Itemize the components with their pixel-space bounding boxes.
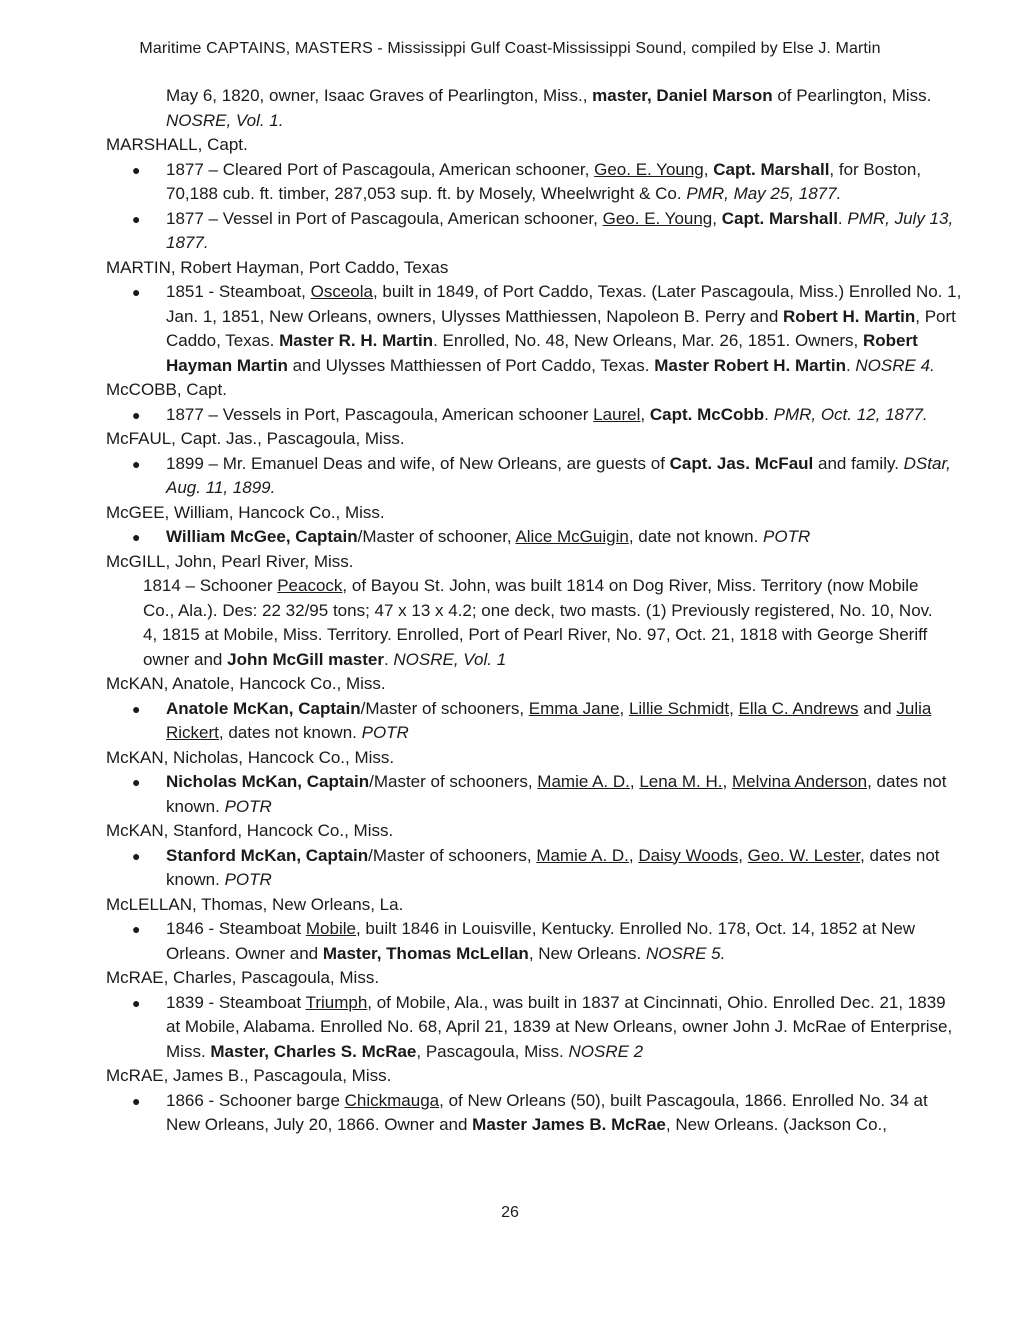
bullet-icon: ● — [132, 1092, 141, 1109]
bullet-item — [0, 1089, 1020, 1138]
text-segment: . Enrolled, No. 48, New Orleans, Mar. 26, 1851. Owners, — [433, 331, 864, 350]
source-citation: POTR — [224, 796, 272, 816]
text-segment: /Master of schooners, — [360, 698, 529, 718]
bullet-item — [0, 452, 1020, 501]
text-segment: , — [703, 159, 714, 179]
entry-heading — [0, 256, 1020, 281]
entry-heading — [0, 501, 1020, 526]
emphasized-text: William McGee, Captain — [166, 527, 358, 546]
bullet-icon: ● — [132, 529, 141, 545]
entry-continuation — [0, 84, 1020, 133]
text-segment: McKAN, Nicholas, Hancock Co., Miss. — [106, 747, 395, 767]
vessel-name: Osceola — [310, 282, 373, 301]
text-segment: McLELLAN, Thomas, New Orleans, La. — [106, 894, 404, 914]
entry-heading — [0, 1064, 1020, 1089]
text-segment: McRAE, Charles, Pascagoula, Miss. — [106, 968, 380, 987]
text-segment: , dates not known. — [218, 723, 362, 742]
entry-heading — [0, 966, 1020, 991]
text-segment: McRAE, James B., Pascagoula, Miss. — [106, 1066, 392, 1085]
emphasized-text: Capt. McCobb — [649, 404, 765, 424]
entry-heading — [0, 550, 1020, 575]
entry-heading — [0, 819, 1020, 844]
emphasized-text: Robert H. Martin — [783, 306, 916, 326]
text-segment: , — [628, 845, 639, 865]
source-citation: PMR, July 13, 1877. — [166, 208, 954, 252]
emphasized-text: Master James B. McRae — [472, 1115, 666, 1134]
emphasized-text: Capt. Marshall — [721, 208, 838, 228]
text-segment: . — [845, 355, 856, 375]
text-segment: 1814 – Schooner — [143, 576, 278, 595]
source-citation: NOSRE 2 — [568, 1041, 644, 1061]
vessel-name: Alice McGuigin — [515, 527, 629, 546]
text-segment: 1866 - Schooner barge — [166, 1090, 345, 1110]
text-segment: McKAN, Stanford, Hancock Co., Miss. — [106, 821, 394, 840]
text-segment: , — [619, 698, 629, 718]
emphasized-text: Nicholas McKan, Captain — [166, 772, 370, 791]
vessel-name: Triumph — [305, 992, 368, 1012]
bullet-item — [0, 770, 1020, 819]
text-segment: , New Orleans. (Jackson Co., — [665, 1115, 887, 1134]
text-segment: , of New Orleans (50), built Pascagoula, 1866. Enrolled No. 34 at New Orleans, July 20, 1866. Owner and — [166, 1090, 928, 1134]
source-citation: DStar, Aug. 11, 1899. — [166, 453, 951, 497]
source-citation: NOSRE, Vol. 1. — [166, 110, 284, 130]
emphasized-text: Master, Thomas McLellan — [322, 943, 529, 963]
source-citation: PMR, May 25, 1877. — [686, 184, 842, 203]
emphasized-text: Master Robert H. Martin — [654, 355, 846, 375]
source-citation: POTR — [361, 723, 409, 742]
text-segment: , Port Caddo, Texas. — [166, 306, 956, 350]
bullet-item — [0, 207, 1020, 256]
text-segment: /Master of schooners, — [369, 772, 538, 791]
vessel-name: Mobile — [305, 919, 356, 938]
bullet-item — [0, 917, 1020, 966]
text-segment: , built 1846 in Louisville, Kentucky. Enrolled No. 178, Oct. 14, 1852 at New Orleans. Owner and — [166, 919, 916, 963]
vessel-name: Mamie A. D. — [536, 845, 629, 865]
source-citation: NOSRE, Vol. 1 — [393, 649, 507, 669]
text-segment: of Pearlington, Miss. — [772, 86, 932, 105]
entry-heading — [0, 893, 1020, 918]
vessel-name: Lena M. H. — [639, 772, 723, 791]
text-segment: , — [640, 404, 650, 424]
vessel-name: Geo. E. Young — [594, 159, 704, 179]
bullet-icon: ● — [132, 210, 141, 227]
vessel-name: Geo. E. Young — [602, 208, 713, 228]
text-segment: 1877 – Vessel in Port of Pascagoula, American schooner, — [166, 208, 603, 228]
vessel-name: Mamie A. D. — [537, 772, 630, 791]
text-segment: McGILL, John, Pearl River, Miss. — [106, 551, 354, 571]
text-segment: 1877 – Cleared Port of Pascagoula, American schooner, — [166, 159, 595, 179]
source-citation: NOSRE 4. — [855, 355, 935, 375]
bullet-icon: ● — [132, 700, 141, 717]
text-segment: , — [729, 698, 739, 718]
document-body — [0, 84, 1020, 1138]
bullet-item — [0, 280, 1020, 378]
vessel-name: Chickmauga — [344, 1090, 440, 1110]
bullet-item — [0, 158, 1020, 207]
vessel-name: Ella C. Andrews — [738, 698, 859, 718]
text-segment: /Master of schooner, — [357, 527, 516, 546]
source-citation: POTR — [763, 527, 811, 546]
text-segment: . — [383, 649, 394, 669]
entry-heading — [0, 133, 1020, 158]
emphasized-text: John McGill master — [227, 649, 384, 669]
text-segment: . — [764, 404, 774, 424]
vessel-name: Daisy Woods — [638, 845, 739, 865]
bullet-item — [0, 697, 1020, 746]
bullet-icon: ● — [132, 774, 141, 790]
page-header: Maritime CAPTAINS, MASTERS - Mississippi Gulf Coast-Mississippi Sound, compiled by Else J. Martin — [139, 40, 881, 57]
bullet-item — [0, 403, 1020, 428]
emphasized-text: Stanford McKan, Captain — [166, 845, 369, 865]
text-segment: , of Bayou St. John, was built 1814 on Dog River, Miss. Territory (now Mobile Co., Ala.). Des: 22 32/95 tons; 47 x 13 x 4.2; one deck, two masts. (1) Previously registered, No. 10, Nov. 4, 1815 at Mobile, Miss. Territory. Enrolled, Port of Pearl River, No. 97, Oct. 21, 1818 with George Sheriff owner and — [143, 576, 933, 669]
text-segment: 1877 – Vessels in Port, Pascagoula, American schooner — [166, 404, 594, 424]
vessel-name: Peacock — [277, 576, 343, 595]
source-citation: NOSRE 5. — [645, 943, 726, 963]
source-citation: PMR, Oct. 12, 1877. — [773, 404, 928, 424]
text-segment: McGEE, William, Hancock Co., Miss. — [106, 502, 385, 522]
text-segment: 1851 - Steamboat, — [166, 282, 311, 301]
text-segment: and Ulysses Matthiessen of Port Caddo, Texas. — [287, 355, 655, 375]
emphasized-text: master, Daniel Marson — [592, 86, 773, 105]
text-segment: McCOBB, Capt. — [106, 380, 227, 399]
text-segment: , — [722, 772, 732, 791]
emphasized-text: Master R. H. Martin — [279, 331, 434, 350]
text-segment: MARTIN, Robert Hayman, Port Caddo, Texas — [106, 257, 449, 277]
emphasized-text: Anatole McKan, Captain — [166, 698, 361, 718]
emphasized-text: Robert Hayman Martin — [166, 331, 918, 375]
text-segment: McFAUL, Capt. Jas., Pascagoula, Miss. — [106, 429, 405, 448]
vessel-name: Geo. W. Lester — [747, 845, 861, 865]
text-segment: and family. — [813, 453, 904, 473]
text-segment: 1839 - Steamboat — [166, 992, 306, 1012]
text-segment: McKAN, Anatole, Hancock Co., Miss. — [106, 674, 386, 693]
text-segment: 1846 - Steamboat — [166, 919, 306, 938]
source-citation: POTR — [224, 870, 272, 889]
emphasized-text: Capt. Jas. McFaul — [669, 453, 814, 473]
text-segment: May 6, 1820, owner, Isaac Graves of Pearlington, Miss., — [166, 86, 593, 105]
bullet-icon: ● — [132, 406, 141, 423]
text-segment: , for Boston, 70,188 cub. ft. timber, 287,053 sup. ft. by Mosely, Wheelwright & Co. — [166, 159, 922, 203]
bullet-icon: ● — [132, 921, 141, 937]
bullet-icon: ● — [132, 847, 141, 864]
text-segment: , New Orleans. — [528, 943, 646, 963]
vessel-name: Lillie Schmidt — [628, 698, 730, 718]
entry-heading — [0, 672, 1020, 697]
bullet-icon: ● — [132, 284, 141, 300]
bullet-item — [0, 991, 1020, 1065]
page-number: 26 — [501, 1204, 519, 1221]
text-segment: /Master of schooners, — [368, 845, 537, 865]
vessel-name: Julia Rickert — [166, 698, 932, 742]
text-segment: . — [837, 208, 848, 228]
entry-paragraph — [0, 574, 1020, 672]
text-segment: , — [712, 208, 722, 228]
bullet-item — [0, 525, 1020, 550]
vessel-name: Laurel — [593, 404, 641, 424]
text-segment: MARSHALL, Capt. — [106, 135, 248, 154]
text-segment: , — [738, 845, 748, 865]
text-segment: , date not known. — [628, 527, 764, 546]
text-segment: , Pascagoula, Miss. — [416, 1041, 569, 1061]
text-segment: , dates not known. — [166, 772, 947, 816]
emphasized-text: Capt. Marshall — [713, 159, 830, 179]
entry-heading — [0, 378, 1020, 403]
emphasized-text: Master, Charles S. McRae — [210, 1041, 417, 1061]
entry-heading — [0, 746, 1020, 771]
bullet-icon: ● — [132, 161, 141, 178]
text-segment: and — [858, 698, 897, 718]
text-segment: , built in 1849, of Port Caddo, Texas. (Later Pascagoula, Miss.) Enrolled No. 1, Jan. 1, 1851, New Orleans, owners, Ulysses Matthiessen, Napoleon B. Perry and — [166, 282, 962, 326]
text-segment: , of Mobile, Ala., was built in 1837 at Cincinnati, Ohio. Enrolled Dec. 21, 1839 at Mobile, Alabama. Enrolled No. 68, April 21, 1839 at New Orleans, owner John J. McRae of Enterprise, Miss. — [166, 992, 953, 1061]
text-segment: 1899 – Mr. Emanuel Deas and wife, of New Orleans, are guests of — [166, 453, 670, 473]
text-segment: , dates not known. — [166, 845, 940, 889]
entry-heading — [0, 427, 1020, 452]
text-segment: , — [629, 772, 640, 791]
vessel-name: Emma Jane — [528, 698, 620, 718]
bullet-icon: ● — [132, 455, 141, 472]
bullet-item — [0, 844, 1020, 893]
vessel-name: Melvina Anderson — [731, 772, 868, 791]
bullet-icon: ● — [132, 994, 141, 1011]
